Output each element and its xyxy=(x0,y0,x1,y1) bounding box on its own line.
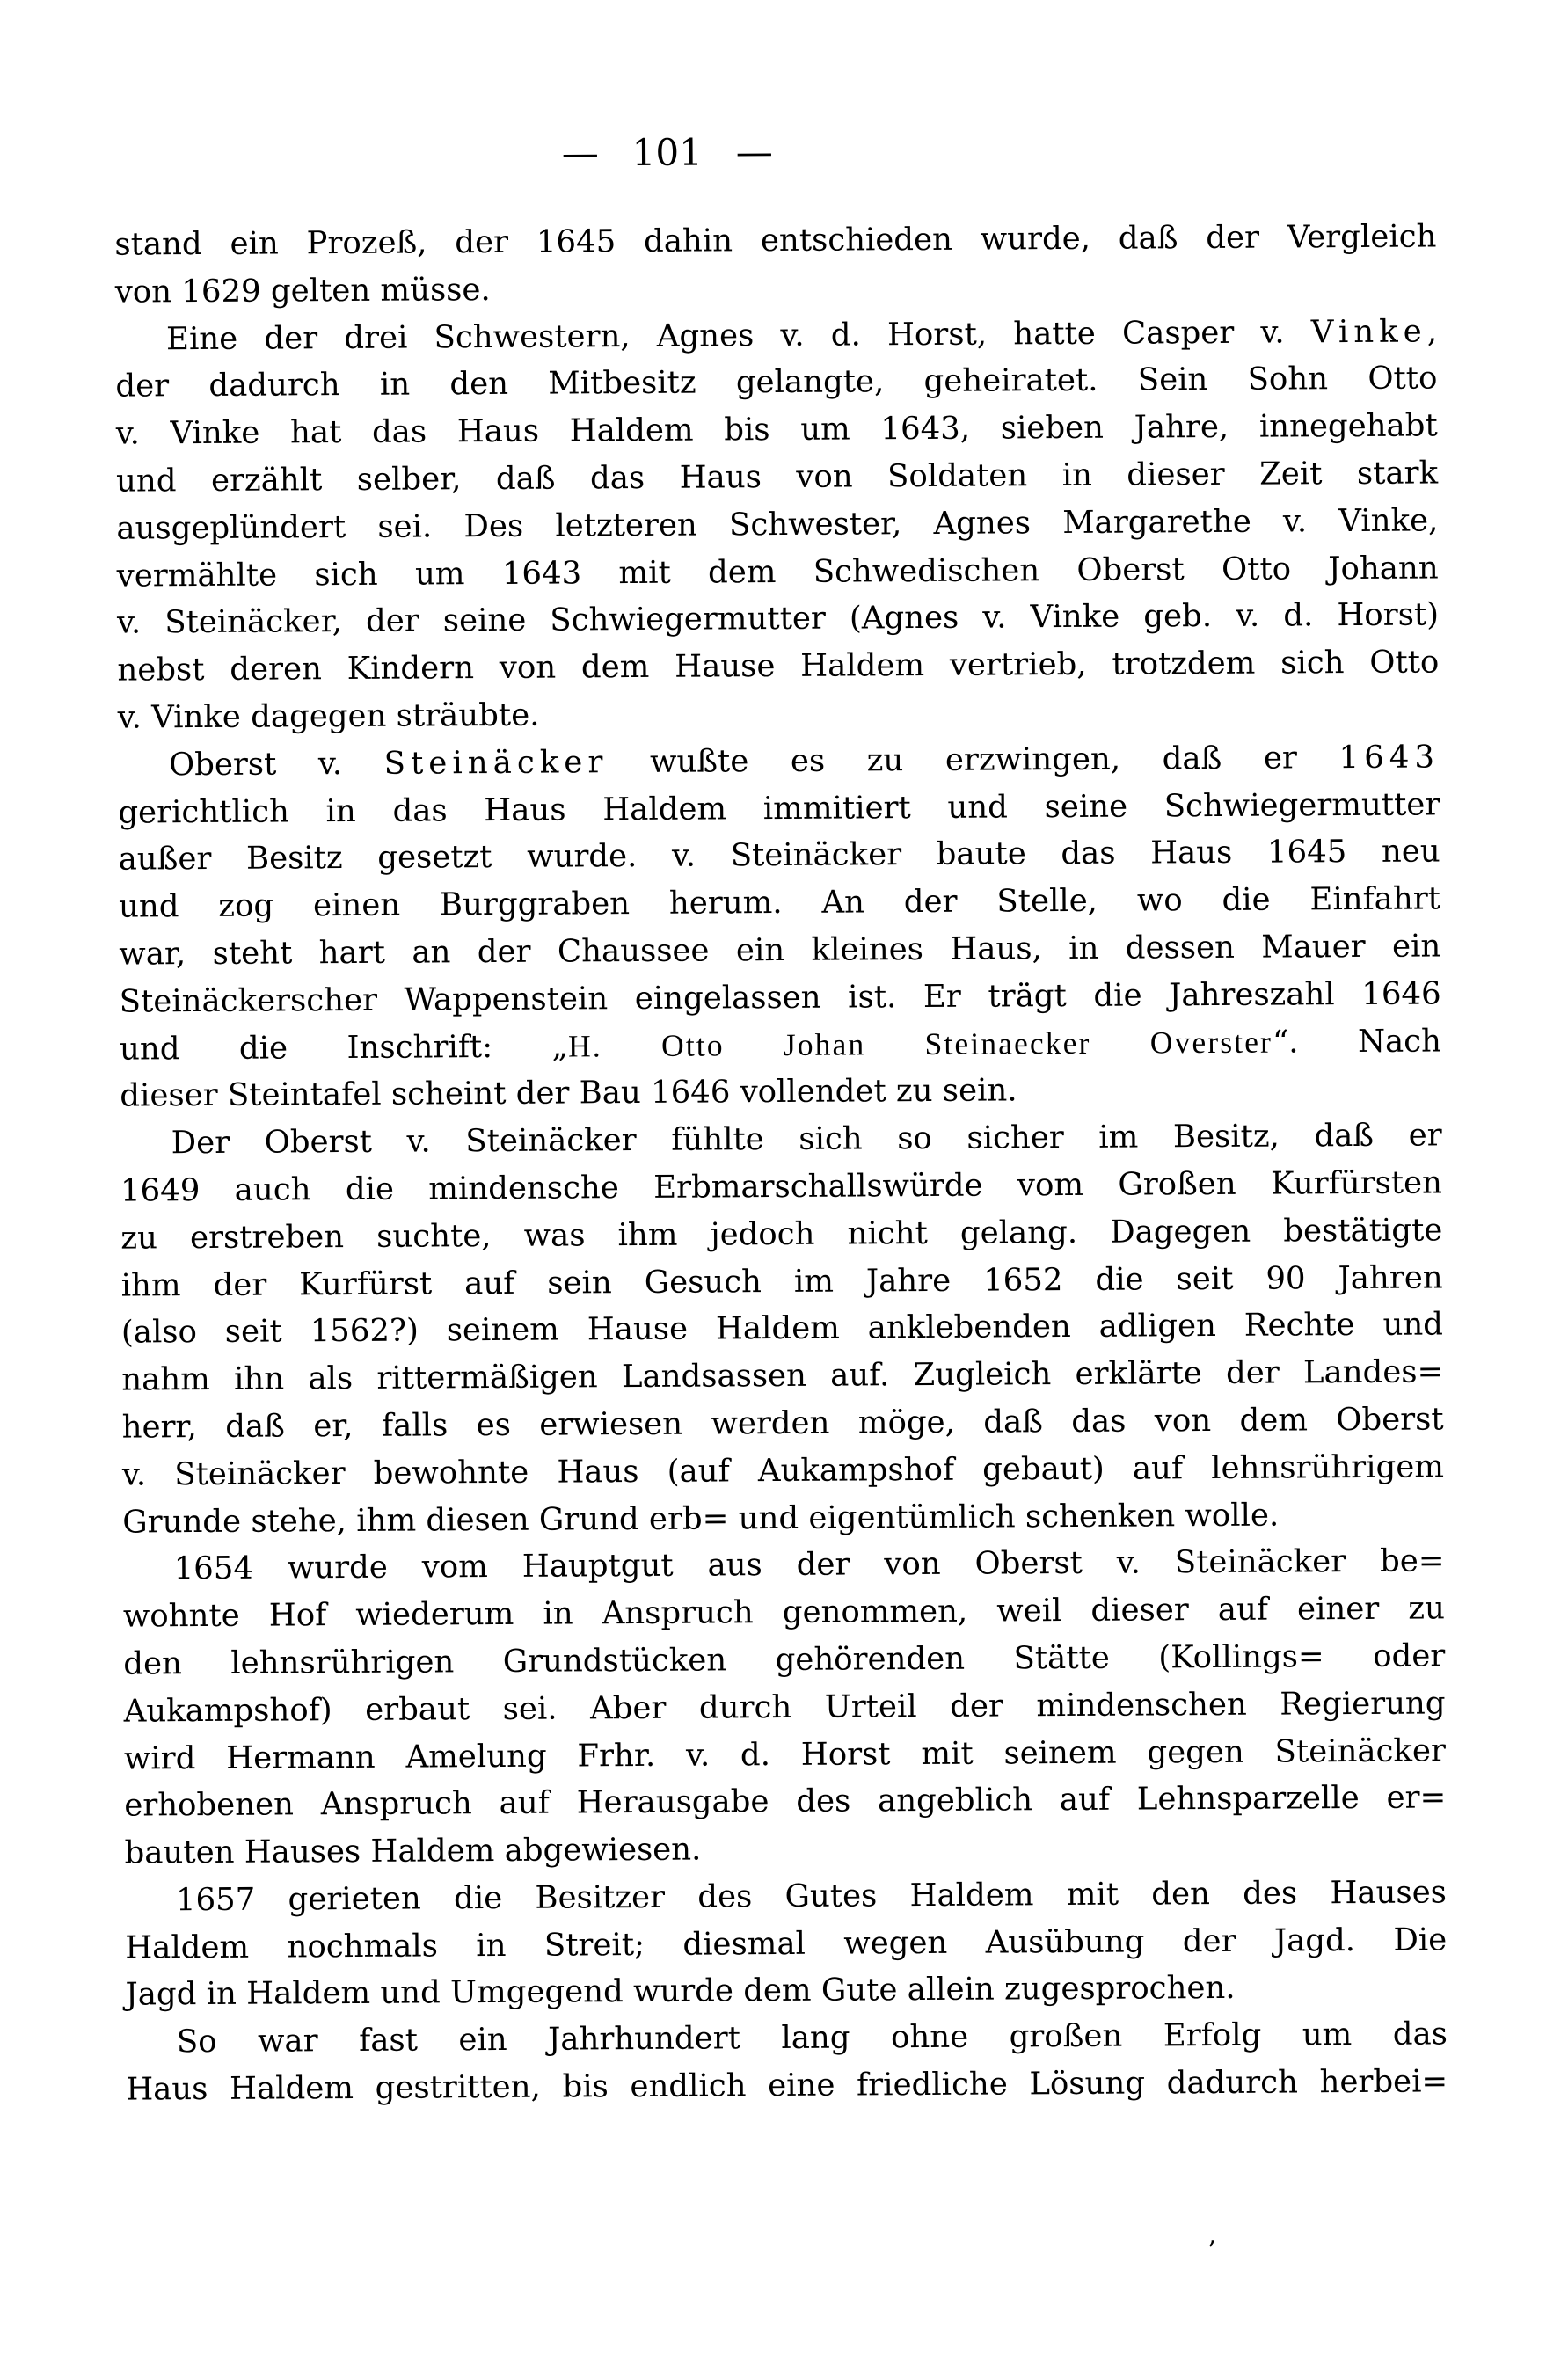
text-segment: außer Besitz gesetzt wurde. v. Steinäcker baute das Haus 1645 neu xyxy=(118,833,1440,878)
text-line xyxy=(120,1254,1442,1309)
text-segment: Eine der drei Schwestern, Agnes v. d. Horst, hatte Casper v. xyxy=(165,313,1311,357)
text-segment: war, steht hart an der Chaussee ein kleines Haus, in dessen Mauer ein xyxy=(119,928,1441,973)
text-segment: zu erstreben suchte, was ihm jedoch nicht gelang. Dagegen bestätigte xyxy=(120,1212,1443,1257)
text-line xyxy=(117,544,1439,600)
text-line xyxy=(114,213,1436,268)
text-segment: Jagd in Haldem und Umgegend wurde dem Gute allein zugesprochen. xyxy=(125,1970,1236,2014)
text-segment: v. Vinke hat das Haus Haldem bis um 1643, sieben Jahre, innegehabt xyxy=(115,407,1438,452)
text-line xyxy=(125,1916,1447,1972)
text-line xyxy=(118,733,1440,789)
text-segment: und zog einen Burggraben herum. An der Stelle, wo die Einfahrt xyxy=(118,880,1441,925)
text-line xyxy=(115,355,1437,411)
text-line xyxy=(119,922,1440,978)
text-line xyxy=(115,308,1437,363)
text-line xyxy=(120,1207,1442,1262)
ink-speck: ’ xyxy=(1207,2235,1217,2267)
text-segment: Grunde stehe, ihm diesen Grund erb= und eigentümlich schenken wolle. xyxy=(122,1497,1280,1541)
text-line xyxy=(116,449,1438,505)
page-number: 101 xyxy=(631,130,704,175)
text-line xyxy=(121,1302,1443,1357)
text-line xyxy=(119,876,1440,931)
text-segment: nebst deren Kindern von dem Hause Haldem vertrieb, trotzdem sich Otto xyxy=(117,644,1440,689)
text-segment: herr, daß er, falls es erwiesen werden möge, daß das von dem Oberst xyxy=(121,1401,1444,1446)
text-line xyxy=(126,2058,1448,2113)
text-segment: wohnte Hof wiederum in Anspruch genommen, weil dieser auf einer zu xyxy=(122,1590,1446,1635)
text-segment: und die Inschrift: „ xyxy=(119,1028,569,1068)
text-segment: bauten Hauses Haldem abgewiesen. xyxy=(124,1831,702,1871)
text-segment: vermählte sich um 1643 mit dem Schwedischen Oberst Otto Johann xyxy=(116,550,1439,594)
text-segment: Aukampshof) erbaut sei. Aber durch Urteil der mindenschen Regierung xyxy=(123,1685,1446,1730)
inscription-text: H. Otto Johan Steinaecker Overster xyxy=(567,1024,1273,1064)
text-segment: So war fast ein Jahrhundert lang ohne großen Erfolg um das xyxy=(176,2016,1448,2060)
text-segment: 1654 wurde vom Hauptgut aus der von Oberst v. Steinäcker be= xyxy=(173,1542,1445,1587)
text-segment: wird Hermann Amelung Frhr. v. d. Horst mit seinem gegen Steinäcker xyxy=(123,1732,1447,1777)
text-line xyxy=(123,1586,1445,1641)
text-segment: Oberst v. xyxy=(168,745,384,784)
text-line xyxy=(121,1396,1443,1451)
text-segment: ausgeplündert sei. Des letzteren Schwester, Agnes Margarethe v. Vinke, xyxy=(116,502,1439,547)
text-line xyxy=(120,1159,1442,1214)
text-segment: “. Nach xyxy=(1272,1022,1442,1061)
text-line xyxy=(116,497,1438,552)
text-line xyxy=(117,639,1439,695)
text-line xyxy=(117,592,1439,647)
text-segment: nahm ihn als rittermäßigen Landsassen auf. Zugleich erklärte der Landes= xyxy=(121,1353,1444,1398)
text-segment: dieser Steintafel scheint der Bau 1646 vollendet zu sein. xyxy=(120,1072,1017,1114)
text-line xyxy=(124,1775,1446,1830)
text-line xyxy=(116,403,1438,458)
text-segment: und erzählt selber, daß das Haus von Soldaten in dieser Zeit stark xyxy=(115,455,1439,499)
text-segment: Steinäckerscher Wappenstein eingelassen ist. Er trägt die Jahreszahl 1646 xyxy=(119,975,1441,1020)
header-dash-right: — xyxy=(735,130,773,174)
text-line xyxy=(121,1349,1443,1404)
text-segment: von 1629 gelten müsse. xyxy=(114,271,491,310)
text-line xyxy=(122,1443,1444,1498)
text-segment: 1649 auch die mindensche Erbmarschallswürde vom Großen Kurfürsten xyxy=(120,1164,1443,1209)
text-segment: Haus Haldem gestritten, bis endlich eine friedliche Lösung dadurch herbei= xyxy=(126,2063,1448,2108)
text-segment: erhobenen Anspruch auf Herausgabe des angeblich auf Lehnsparzelle er= xyxy=(124,1779,1447,1824)
page-header xyxy=(562,130,773,175)
spaced-name: Vinke xyxy=(1310,313,1427,350)
text-line xyxy=(122,1491,1444,1546)
text-line xyxy=(123,1680,1445,1735)
text-segment: (also seit 1562?) seinem Hause Haldem anklebenden adligen Rechte und xyxy=(120,1306,1444,1351)
text-segment: 1657 gerieten die Besitzer des Gutes Haldem mit den des Hauses xyxy=(175,1874,1448,1919)
text-line xyxy=(125,1964,1447,2019)
text-line xyxy=(124,1727,1446,1783)
text-segment: gerichtlich in das Haus Haldem immitiert und seine Schwiegermutter xyxy=(118,785,1440,831)
text-line xyxy=(124,1822,1446,1878)
text-segment: v. Steinäcker, der seine Schwiegermutter (Agnes v. Vinke geb. v. d. Horst) xyxy=(116,596,1440,641)
text-line xyxy=(122,1538,1444,1593)
text-line xyxy=(115,260,1437,316)
text-segment: Der Oberst v. Steinäcker fühlte sich so sicher im Besitz, daß er xyxy=(171,1117,1442,1162)
spaced-name: Steinäcker xyxy=(383,743,609,782)
text-segment: der dadurch in den Mitbesitz gelangte, geheiratet. Sein Sohn Otto xyxy=(115,360,1438,405)
text-line xyxy=(118,781,1440,836)
text-line xyxy=(123,1632,1445,1688)
text-line xyxy=(120,970,1441,1025)
text-line xyxy=(120,1065,1441,1120)
page-text xyxy=(114,213,1448,2113)
text-line xyxy=(120,1112,1442,1168)
text-segment: v. Steinäcker bewohnte Haus (auf Aukampshof gebaut) auf lehnsrührigem xyxy=(121,1448,1445,1493)
text-line xyxy=(119,828,1440,884)
text-segment: Haldem nochmals in Streit; diesmal wegen Ausübung der Jagd. Die xyxy=(125,1921,1448,1966)
text-segment: , xyxy=(1426,313,1438,350)
text-line xyxy=(126,2011,1448,2067)
text-segment: ihm der Kurfürst auf sein Gesuch im Jahre 1652 die seit 90 Jahren xyxy=(120,1258,1443,1304)
text-segment: stand ein Prozeß, der 1645 dahin entschieden wurde, daß der Vergleich xyxy=(114,218,1437,263)
text-line xyxy=(118,686,1440,741)
spaced-name: 1643 xyxy=(1338,739,1440,776)
text-segment: den lehnsrührigen Grundstücken gehörenden Stätte (Kollings= oder xyxy=(123,1637,1446,1682)
text-line xyxy=(120,1017,1441,1073)
text-segment: v. Vinke dagegen sträubte. xyxy=(117,696,540,736)
header-dash-left: — xyxy=(561,131,599,175)
text-line xyxy=(125,1869,1447,1924)
text-segment: wußte es zu erzwingen, daß er xyxy=(608,739,1339,780)
